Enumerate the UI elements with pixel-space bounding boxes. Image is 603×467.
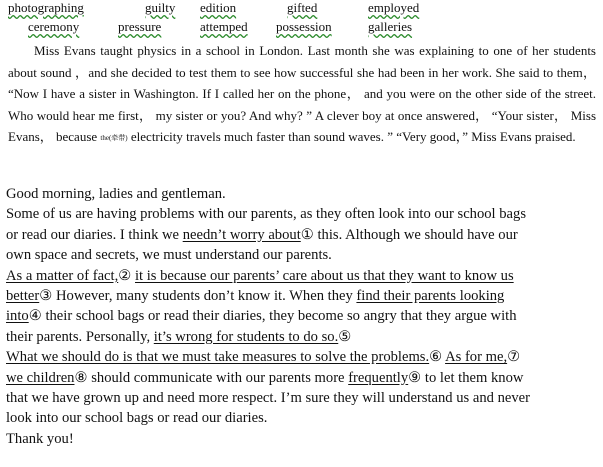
speech-line <box>6 306 596 326</box>
speech-line: own space and secrets, we must understand our parents. <box>6 247 332 264</box>
speech-line: that we have grown up and need more respect. I’m sure they will understand us and never <box>6 389 530 406</box>
text: However, many students don’t know it. When they <box>52 287 357 304</box>
text: this. Although we should have our <box>313 226 518 243</box>
text: their parents. Personally, <box>6 328 154 345</box>
underlined-phrase: it’s wrong for students to do so. <box>153 328 339 345</box>
text: to let them know <box>421 369 524 386</box>
marker: ⑥ <box>429 349 443 366</box>
marker: ⑨ <box>408 369 422 386</box>
marker: ⑦ <box>507 349 521 366</box>
marker: ① <box>300 226 314 243</box>
underlined-phrase: As for me, <box>445 349 508 366</box>
speech-line <box>6 327 596 347</box>
speech-line <box>6 266 596 286</box>
marker: ③ <box>39 287 53 304</box>
vocab-word: guilty <box>145 0 176 15</box>
speech-line <box>6 347 596 367</box>
underlined-phrase: find their parents looking <box>356 287 505 304</box>
vocab-word: photographing <box>8 0 84 15</box>
vocab-word: galleries <box>368 19 413 34</box>
underlined-phrase: into <box>6 308 29 325</box>
underlined-phrase: we children <box>6 369 75 386</box>
vocab-word: possession <box>276 19 332 34</box>
speech-line <box>6 225 596 245</box>
passage-small-note: the(牵带) <box>100 134 128 142</box>
marker: ⑧ <box>74 369 88 386</box>
speech-text <box>6 184 596 449</box>
vocab-word: gifted <box>287 0 318 15</box>
vocab-word: edition <box>200 0 237 15</box>
speech-line: Thank you! <box>6 430 74 447</box>
marker: ⑤ <box>338 328 352 345</box>
text: their school bags or read their diaries, they become so angry that they argue with <box>41 308 517 325</box>
marker: ④ <box>28 308 42 325</box>
vocabulary-list <box>0 0 603 40</box>
vocab-word: ceremony <box>28 19 80 34</box>
underlined-phrase: needn’t worry about <box>182 226 301 243</box>
underlined-phrase: frequently <box>348 369 409 386</box>
speech-line: Some of us are having problems with our parents, as they often look into our school bags <box>6 206 527 223</box>
text: or read our diaries. I think we <box>6 226 183 243</box>
marker: ② <box>118 267 132 284</box>
vocab-word: pressure <box>118 19 162 34</box>
underlined-phrase: it is because our parents’ care about us that they want to know us <box>135 267 514 284</box>
speech-line <box>6 368 596 388</box>
vocab-word: employed <box>368 0 420 15</box>
vocab-word: attemped <box>200 19 248 34</box>
text: should communicate with our parents more <box>87 369 349 386</box>
underlined-phrase: What we should do is that we must take measures to solve the problems. <box>6 349 430 366</box>
reading-passage <box>8 40 596 150</box>
passage-text-end: electricity travels much faster than sound waves. ” “Very good，” Miss Evans praised. <box>127 129 576 144</box>
speech-line <box>6 286 596 306</box>
passage-text: Miss Evans taught physics in a school in London. Last month she was explaining to one of her students about sound ，and she decided to test them to see how successful she had been in her work. She said to them， “Now I have a sister in Washington. If I called her on the phone， and you were on the other side of the street. Who would hear me first， my sister or you? And why? ” A clever boy at once answered， “Your sister， Miss Evans， because <box>8 43 596 144</box>
speech-line: look into our school bags or read our diaries. <box>6 410 268 427</box>
underlined-phrase: As a matter of fact, <box>6 267 119 284</box>
underlined-phrase: better <box>6 287 40 304</box>
speech-line: Good morning, ladies and gentleman. <box>6 186 226 202</box>
